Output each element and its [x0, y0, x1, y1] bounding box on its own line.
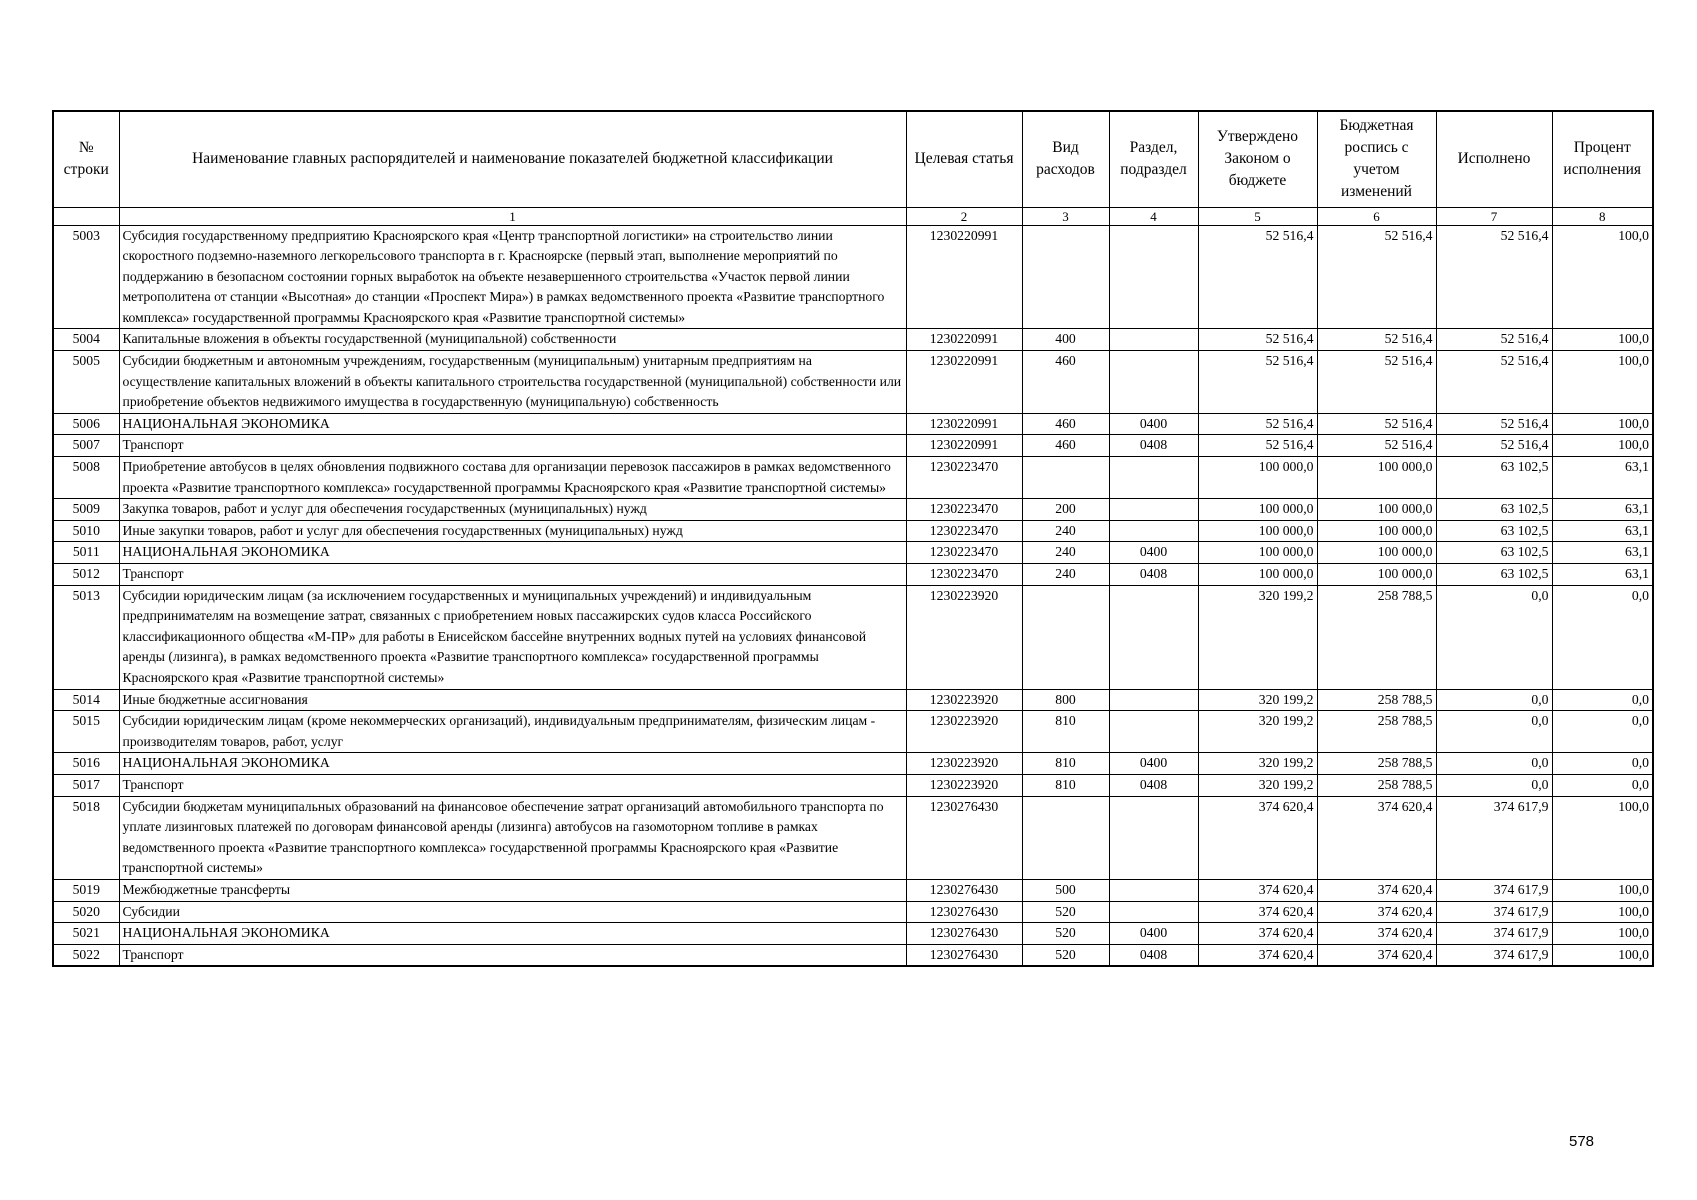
row-target-article: 1230276430 [906, 879, 1022, 901]
row-approved: 374 620,4 [1198, 879, 1317, 901]
row-expense-kind: 400 [1022, 329, 1109, 351]
header-target-article: Целевая статья [906, 111, 1022, 207]
row-number: 5006 [53, 413, 119, 435]
row-percent: 63,1 [1552, 542, 1653, 564]
row-expense-kind: 200 [1022, 499, 1109, 521]
row-revised: 374 620,4 [1317, 901, 1436, 923]
row-target-article: 1230220991 [906, 329, 1022, 351]
row-executed: 0,0 [1436, 711, 1552, 753]
row-revised: 52 516,4 [1317, 413, 1436, 435]
header-name: Наименование главных распорядителей и наименование показателей бюджетной классификации [119, 111, 906, 207]
row-revised: 374 620,4 [1317, 796, 1436, 879]
row-percent: 63,1 [1552, 499, 1653, 521]
column-number: 7 [1436, 207, 1552, 225]
row-target-article: 1230223470 [906, 542, 1022, 564]
row-number: 5004 [53, 329, 119, 351]
row-percent: 0,0 [1552, 711, 1653, 753]
row-name: Транспорт [119, 944, 906, 966]
row-target-article: 1230276430 [906, 923, 1022, 945]
row-section [1109, 689, 1198, 711]
row-percent: 100,0 [1552, 413, 1653, 435]
row-expense-kind: 520 [1022, 901, 1109, 923]
row-number: 5012 [53, 564, 119, 586]
row-executed: 52 516,4 [1436, 329, 1552, 351]
row-executed: 52 516,4 [1436, 351, 1552, 414]
row-section: 0400 [1109, 753, 1198, 775]
row-percent: 100,0 [1552, 329, 1653, 351]
row-revised: 374 620,4 [1317, 879, 1436, 901]
row-executed: 63 102,5 [1436, 457, 1552, 499]
header-expense-kind: Вид расходов [1022, 111, 1109, 207]
row-target-article: 1230220991 [906, 413, 1022, 435]
column-number: 1 [119, 207, 906, 225]
row-executed: 374 617,9 [1436, 944, 1552, 966]
row-percent: 100,0 [1552, 944, 1653, 966]
row-name: Приобретение автобусов в целях обновления подвижного состава для организации перевозок пассажиров в рамках ведомственного проекта «Развитие транспортного комплекса» государственной программы Красноярского края «Развитие транспортной системы» [119, 457, 906, 499]
row-expense-kind: 460 [1022, 435, 1109, 457]
row-section [1109, 225, 1198, 329]
row-percent: 63,1 [1552, 520, 1653, 542]
row-number: 5011 [53, 542, 119, 564]
row-name: Капитальные вложения в объекты государственной (муниципальной) собственности [119, 329, 906, 351]
header-revised: Бюджетная роспись с учетом изменений [1317, 111, 1436, 207]
row-revised: 258 788,5 [1317, 774, 1436, 796]
row-target-article: 1230223470 [906, 520, 1022, 542]
row-revised: 100 000,0 [1317, 542, 1436, 564]
row-number: 5022 [53, 944, 119, 966]
row-expense-kind: 240 [1022, 542, 1109, 564]
header-percent: Процент исполнения [1552, 111, 1653, 207]
row-target-article: 1230276430 [906, 944, 1022, 966]
row-percent: 100,0 [1552, 796, 1653, 879]
table-row [53, 944, 1653, 966]
row-name: Субсидии бюджетам муниципальных образований на финансовое обеспечение затрат организаций автомобильного транспорта по уплате лизинговых платежей по договорам финансовой аренды (лизинга) автобусов на газомоторном топливе в рамках ведомственного проекта «Развитие транспортного комплекса» государственной программы Красноярского края «Развитие транспортной системы» [119, 796, 906, 879]
row-approved: 100 000,0 [1198, 499, 1317, 521]
row-percent: 100,0 [1552, 901, 1653, 923]
column-number: 3 [1022, 207, 1109, 225]
row-number: 5005 [53, 351, 119, 414]
row-name: Субсидии юридическим лицам (кроме некоммерческих организаций), индивидуальным предпринимателям, физическим лицам - производителям товаров, работ, услуг [119, 711, 906, 753]
row-number: 5014 [53, 689, 119, 711]
header-approved: Утверждено Законом о бюджете [1198, 111, 1317, 207]
row-revised: 258 788,5 [1317, 711, 1436, 753]
row-section: 0408 [1109, 564, 1198, 586]
row-target-article: 1230223920 [906, 585, 1022, 689]
row-percent: 100,0 [1552, 879, 1653, 901]
row-name: Транспорт [119, 564, 906, 586]
table-row [53, 879, 1653, 901]
row-executed: 374 617,9 [1436, 901, 1552, 923]
row-target-article: 1230220991 [906, 435, 1022, 457]
row-revised: 52 516,4 [1317, 435, 1436, 457]
row-approved: 100 000,0 [1198, 564, 1317, 586]
row-executed: 63 102,5 [1436, 499, 1552, 521]
row-executed: 63 102,5 [1436, 542, 1552, 564]
row-revised: 258 788,5 [1317, 753, 1436, 775]
row-section: 0400 [1109, 923, 1198, 945]
row-number: 5019 [53, 879, 119, 901]
row-expense-kind: 810 [1022, 774, 1109, 796]
table-row [53, 351, 1653, 414]
row-number: 5017 [53, 774, 119, 796]
row-expense-kind: 810 [1022, 711, 1109, 753]
row-percent: 0,0 [1552, 585, 1653, 689]
row-executed: 0,0 [1436, 774, 1552, 796]
table-row [53, 585, 1653, 689]
header-executed: Исполнено [1436, 111, 1552, 207]
row-expense-kind: 460 [1022, 351, 1109, 414]
row-expense-kind [1022, 225, 1109, 329]
column-number: 4 [1109, 207, 1198, 225]
row-executed: 374 617,9 [1436, 796, 1552, 879]
row-name: Субсидии [119, 901, 906, 923]
row-target-article: 1230220991 [906, 351, 1022, 414]
row-percent: 100,0 [1552, 923, 1653, 945]
row-revised: 100 000,0 [1317, 499, 1436, 521]
row-expense-kind: 520 [1022, 923, 1109, 945]
row-executed: 0,0 [1436, 753, 1552, 775]
row-number: 5013 [53, 585, 119, 689]
row-expense-kind: 520 [1022, 944, 1109, 966]
row-target-article: 1230223470 [906, 564, 1022, 586]
row-executed: 374 617,9 [1436, 923, 1552, 945]
table-row [53, 413, 1653, 435]
row-expense-kind: 240 [1022, 564, 1109, 586]
row-section: 0408 [1109, 774, 1198, 796]
row-number: 5010 [53, 520, 119, 542]
row-number: 5016 [53, 753, 119, 775]
row-target-article: 1230276430 [906, 901, 1022, 923]
row-name: Иные закупки товаров, работ и услуг для обеспечения государственных (муниципальных) нужд [119, 520, 906, 542]
header-row-number: № строки [53, 111, 119, 207]
row-name: Закупка товаров, работ и услуг для обеспечения государственных (муниципальных) нужд [119, 499, 906, 521]
row-name: Субсидия государственному предприятию Красноярского края «Центр транспортной логистики» на строительство линии скоростного подземно-наземного легкорельсового транспорта в г. Красноярске (первый этап, выполнение мероприятий по поддержанию в безопасном состоянии горных выработок на объекте незавершенного строительства «Участок первой линии метрополитена от станции «Высотная» до станции «Проспект Мира») в рамках ведомственного проекта «Развитие транспортного комплекса» государственной программы Красноярского края «Развитие транспортной системы» [119, 225, 906, 329]
row-name: Межбюджетные трансферты [119, 879, 906, 901]
row-approved: 320 199,2 [1198, 774, 1317, 796]
row-revised: 100 000,0 [1317, 457, 1436, 499]
row-approved: 374 620,4 [1198, 923, 1317, 945]
row-target-article: 1230276430 [906, 796, 1022, 879]
row-section [1109, 329, 1198, 351]
table-row [53, 923, 1653, 945]
row-number: 5021 [53, 923, 119, 945]
row-section [1109, 351, 1198, 414]
table-row [53, 225, 1653, 329]
row-number: 5008 [53, 457, 119, 499]
row-name: НАЦИОНАЛЬНАЯ ЭКОНОМИКА [119, 413, 906, 435]
row-name: НАЦИОНАЛЬНАЯ ЭКОНОМИКА [119, 753, 906, 775]
row-expense-kind: 810 [1022, 753, 1109, 775]
row-approved: 52 516,4 [1198, 435, 1317, 457]
row-expense-kind: 500 [1022, 879, 1109, 901]
row-expense-kind: 800 [1022, 689, 1109, 711]
row-executed: 0,0 [1436, 585, 1552, 689]
table-row [53, 542, 1653, 564]
row-section [1109, 711, 1198, 753]
table-row [53, 689, 1653, 711]
row-revised: 258 788,5 [1317, 689, 1436, 711]
row-percent: 100,0 [1552, 351, 1653, 414]
row-number: 5007 [53, 435, 119, 457]
table-row [53, 520, 1653, 542]
row-percent: 100,0 [1552, 225, 1653, 329]
row-section [1109, 585, 1198, 689]
row-executed: 63 102,5 [1436, 564, 1552, 586]
table-row [53, 499, 1653, 521]
row-revised: 100 000,0 [1317, 564, 1436, 586]
row-section [1109, 901, 1198, 923]
row-executed: 52 516,4 [1436, 435, 1552, 457]
table-row [53, 564, 1653, 586]
row-target-article: 1230223470 [906, 499, 1022, 521]
table-row [53, 329, 1653, 351]
row-target-article: 1230223920 [906, 711, 1022, 753]
row-revised: 52 516,4 [1317, 225, 1436, 329]
row-number: 5015 [53, 711, 119, 753]
row-percent: 63,1 [1552, 457, 1653, 499]
row-approved: 100 000,0 [1198, 520, 1317, 542]
row-expense-kind: 460 [1022, 413, 1109, 435]
table-row [53, 901, 1653, 923]
row-number: 5009 [53, 499, 119, 521]
row-approved: 52 516,4 [1198, 329, 1317, 351]
row-name: Субсидии бюджетным и автономным учреждениям, государственным (муниципальным) унитарным предприятиям на осуществление капитальных вложений в объекты капитального строительства государственной (муниципальной) собственности или приобретение объектов недвижимого имущества в государственную (муниципальную) собственность [119, 351, 906, 414]
row-expense-kind: 240 [1022, 520, 1109, 542]
page-number: 578 [1569, 1133, 1595, 1150]
column-number: 2 [906, 207, 1022, 225]
table-row [53, 457, 1653, 499]
row-section [1109, 796, 1198, 879]
row-revised: 52 516,4 [1317, 351, 1436, 414]
row-percent: 63,1 [1552, 564, 1653, 586]
row-approved: 374 620,4 [1198, 944, 1317, 966]
column-number: 8 [1552, 207, 1653, 225]
row-section [1109, 879, 1198, 901]
row-section [1109, 499, 1198, 521]
row-expense-kind [1022, 585, 1109, 689]
column-number: 5 [1198, 207, 1317, 225]
row-executed: 63 102,5 [1436, 520, 1552, 542]
row-target-article: 1230223920 [906, 774, 1022, 796]
table-row [53, 753, 1653, 775]
row-approved: 52 516,4 [1198, 225, 1317, 329]
row-section: 0400 [1109, 542, 1198, 564]
row-target-article: 1230223920 [906, 753, 1022, 775]
row-executed: 374 617,9 [1436, 879, 1552, 901]
row-target-article: 1230223470 [906, 457, 1022, 499]
column-number: 6 [1317, 207, 1436, 225]
table-body [53, 225, 1653, 966]
row-percent: 0,0 [1552, 753, 1653, 775]
row-percent: 100,0 [1552, 435, 1653, 457]
row-approved: 320 199,2 [1198, 585, 1317, 689]
row-approved: 320 199,2 [1198, 711, 1317, 753]
row-executed: 52 516,4 [1436, 225, 1552, 329]
row-section: 0400 [1109, 413, 1198, 435]
row-name: НАЦИОНАЛЬНАЯ ЭКОНОМИКА [119, 542, 906, 564]
row-section: 0408 [1109, 944, 1198, 966]
row-approved: 52 516,4 [1198, 351, 1317, 414]
row-approved: 100 000,0 [1198, 542, 1317, 564]
row-approved: 320 199,2 [1198, 689, 1317, 711]
row-section [1109, 457, 1198, 499]
row-target-article: 1230223920 [906, 689, 1022, 711]
row-percent: 0,0 [1552, 774, 1653, 796]
row-revised: 52 516,4 [1317, 329, 1436, 351]
column-number-blank [53, 207, 119, 225]
row-executed: 0,0 [1436, 689, 1552, 711]
row-expense-kind [1022, 796, 1109, 879]
row-expense-kind [1022, 457, 1109, 499]
row-section: 0408 [1109, 435, 1198, 457]
row-target-article: 1230220991 [906, 225, 1022, 329]
row-section [1109, 520, 1198, 542]
row-name: НАЦИОНАЛЬНАЯ ЭКОНОМИКА [119, 923, 906, 945]
row-number: 5018 [53, 796, 119, 879]
row-name: Транспорт [119, 435, 906, 457]
column-number-row [53, 207, 1653, 225]
row-approved: 52 516,4 [1198, 413, 1317, 435]
header-section: Раздел, подраздел [1109, 111, 1198, 207]
row-approved: 374 620,4 [1198, 901, 1317, 923]
table-row [53, 435, 1653, 457]
row-name: Иные бюджетные ассигнования [119, 689, 906, 711]
row-executed: 52 516,4 [1436, 413, 1552, 435]
row-name: Транспорт [119, 774, 906, 796]
row-name: Субсидии юридическим лицам (за исключением государственных и муниципальных учреждений) и индивидуальным предпринимателям на возмещение затрат, связанных с приобретением новых пассажирских судов класса Российского классификационного общества «М-ПР» для работы в Енисейском бассейне внутренних водных путей на условиях финансовой аренды (лизинга), в рамках ведомственного проекта «Развитие транспортного комплекса» государственной программы Красноярского края «Развитие транспортной системы» [119, 585, 906, 689]
table-row [53, 796, 1653, 879]
row-revised: 100 000,0 [1317, 520, 1436, 542]
budget-table [52, 110, 1654, 967]
row-revised: 374 620,4 [1317, 944, 1436, 966]
row-percent: 0,0 [1552, 689, 1653, 711]
row-revised: 374 620,4 [1317, 923, 1436, 945]
row-approved: 320 199,2 [1198, 753, 1317, 775]
table-row [53, 711, 1653, 753]
row-number: 5020 [53, 901, 119, 923]
row-approved: 100 000,0 [1198, 457, 1317, 499]
row-revised: 258 788,5 [1317, 585, 1436, 689]
row-approved: 374 620,4 [1198, 796, 1317, 879]
table-row [53, 774, 1653, 796]
header-row [53, 111, 1653, 207]
row-number: 5003 [53, 225, 119, 329]
